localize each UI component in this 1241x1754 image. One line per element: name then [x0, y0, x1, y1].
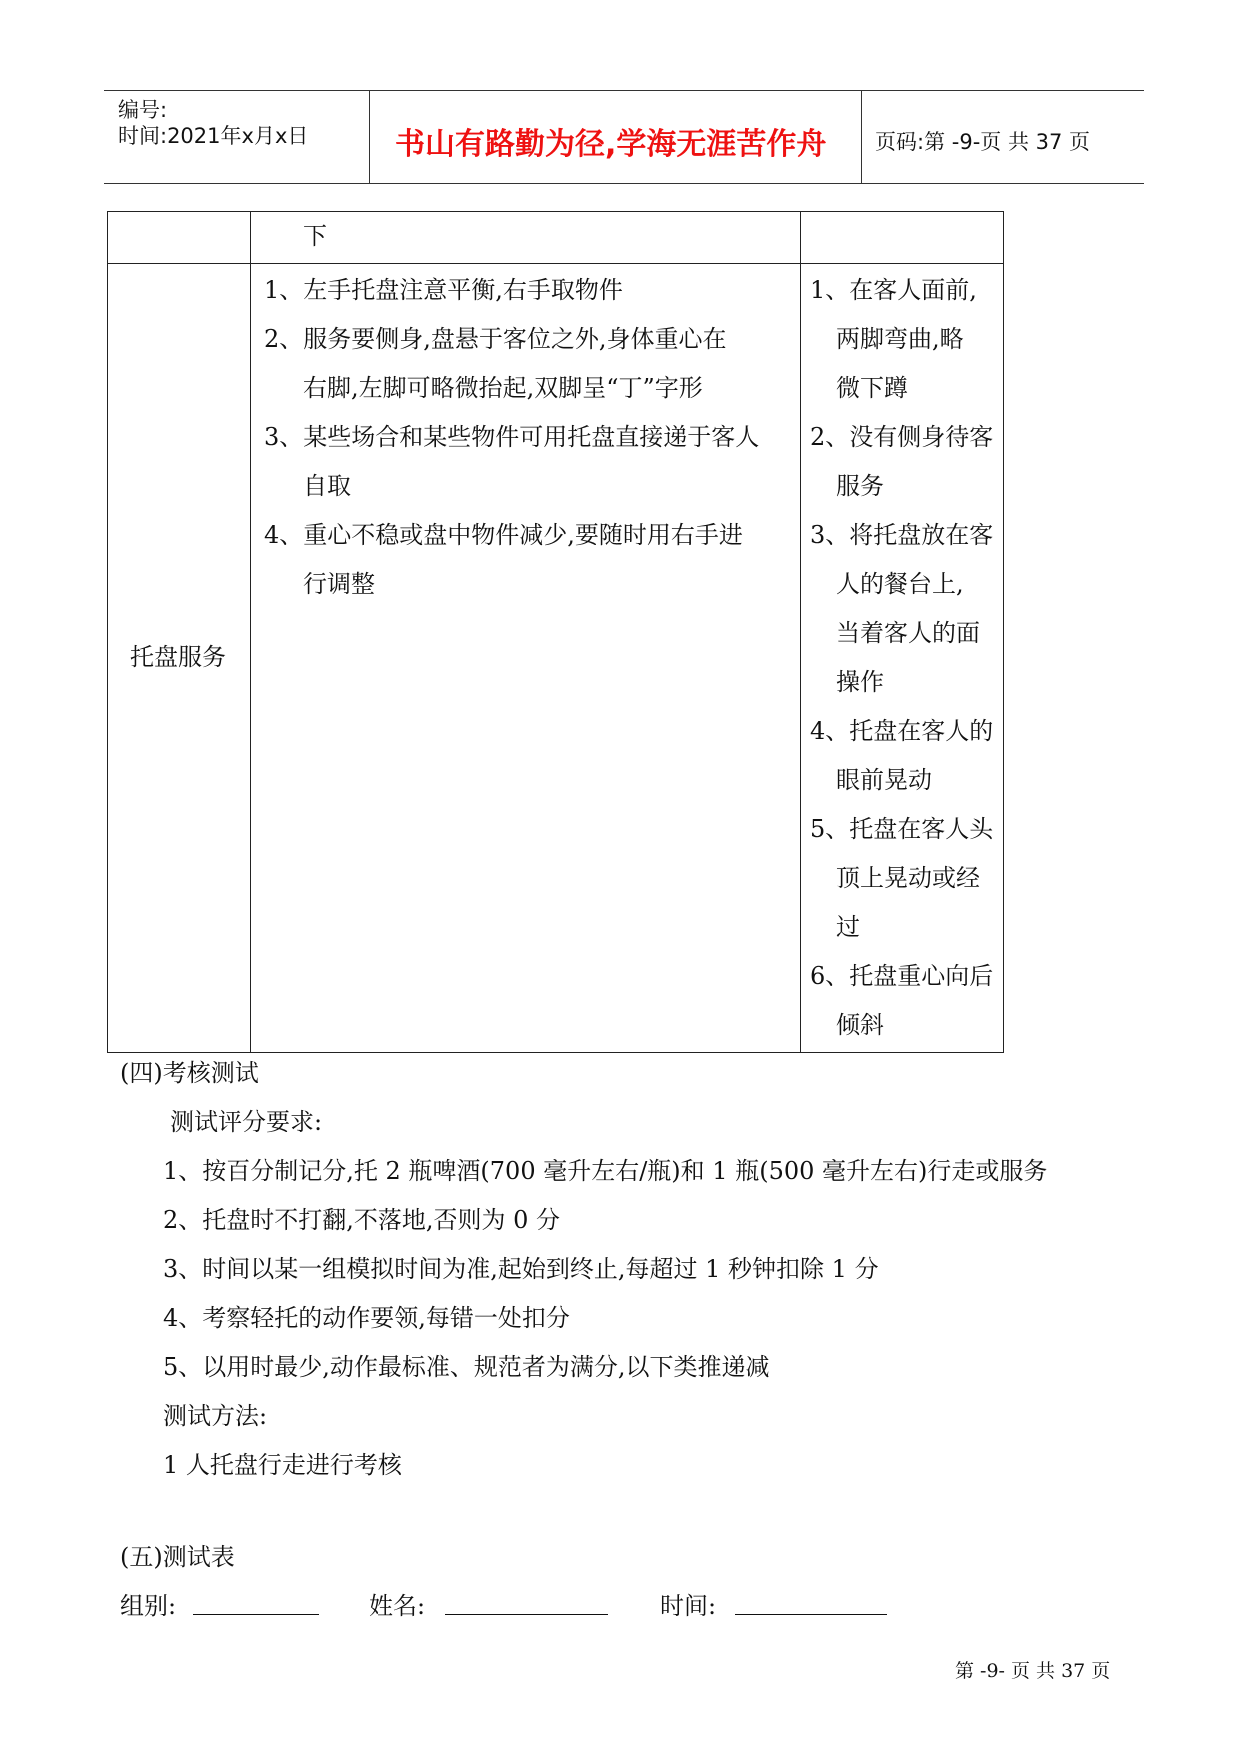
scoring-requirements-title: 测试评分要求:	[170, 1108, 323, 1136]
header-page-code: 页码:第 -9-页 共 37 页	[875, 130, 1091, 154]
mistake-line: 1、在客人面前,	[810, 276, 977, 304]
scoring-item-4: 4、考察轻托的动作要领,每错一处扣分	[163, 1304, 570, 1332]
name-label: 姓名:	[369, 1592, 426, 1620]
table-row2-mistakes-list	[810, 266, 993, 1050]
table-row-divider	[107, 263, 1004, 264]
mistake-line: 4、托盘在客人的	[810, 717, 994, 745]
table-row2-category: 托盘服务	[130, 643, 226, 671]
procedure-line: 右脚,左脚可略微抬起,双脚呈“丁”字形	[303, 374, 703, 402]
time-label: 时间:	[660, 1592, 717, 1620]
mistake-line: 操作	[836, 668, 884, 696]
group-label: 组别:	[120, 1592, 177, 1620]
mistake-line: 2、没有侧身待客	[810, 423, 994, 451]
mistake-line: 3、将托盘放在客	[810, 521, 994, 549]
procedure-line: 行调整	[303, 570, 375, 598]
footer-page-number: 第 -9- 页 共 37 页	[955, 1660, 1111, 1682]
scoring-item-3: 3、时间以某一组模拟时间为准,起始到终止,每超过 1 秒钟扣除 1 分	[163, 1255, 879, 1283]
group-blank-line[interactable]	[193, 1614, 319, 1615]
scoring-item-1: 1、按百分制记分,托 2 瓶啤酒(700 毫升左右/瓶)和 1 瓶(500 毫升左右)行走或服务	[163, 1157, 1048, 1185]
section4-title: (四)考核测试	[120, 1059, 259, 1087]
mistake-line: 眼前晃动	[836, 766, 932, 794]
header-divider-right	[861, 90, 862, 183]
table-col-divider-1	[250, 211, 251, 1053]
table-col-divider-2	[800, 211, 801, 1053]
mistake-line: 人的餐台上,	[836, 570, 964, 598]
mistake-line: 两脚弯曲,略	[836, 325, 964, 353]
name-blank-line[interactable]	[445, 1614, 608, 1615]
doc-time-label: 时间:2021年x月x日	[118, 124, 309, 148]
test-method-text: 1 人托盘行走进行考核	[163, 1451, 402, 1479]
mistake-line: 倾斜	[836, 1011, 884, 1039]
mistake-line: 5、托盘在客人头	[810, 815, 994, 843]
mistake-line: 微下蹲	[836, 374, 908, 402]
scoring-item-5: 5、以用时最少,动作最标准、规范者为满分,以下类推递减	[163, 1353, 770, 1381]
mistake-line: 服务	[836, 472, 884, 500]
mistake-line: 当着客人的面	[836, 619, 980, 647]
doc-number-label: 编号:	[118, 98, 168, 122]
procedure-line: 1、左手托盘注意平衡,右手取物件	[264, 276, 623, 304]
header-divider-left	[369, 90, 370, 183]
table-row1-col2: 下	[303, 222, 327, 250]
procedure-line: 3、某些场合和某些物件可用托盘直接递于客人	[264, 423, 760, 451]
header-motto: 书山有路勤为径,学海无涯苦作舟	[395, 127, 827, 162]
table-row2-procedure-list	[264, 266, 759, 609]
header-bottom-rule	[104, 183, 1144, 184]
procedure-line: 4、重心不稳或盘中物件减少,要随时用右手进	[264, 521, 743, 549]
section5-title: (五)测试表	[120, 1543, 235, 1571]
mistake-line: 顶上晃动或经	[836, 864, 980, 892]
mistake-line: 6、托盘重心向后	[810, 962, 994, 990]
time-blank-line[interactable]	[735, 1614, 887, 1615]
mistake-line: 过	[836, 913, 860, 941]
procedure-line: 2、服务要侧身,盘悬于客位之外,身体重心在	[264, 325, 727, 353]
test-method-title: 测试方法:	[163, 1402, 268, 1430]
scoring-item-2: 2、托盘时不打翻,不落地,否则为 0 分	[163, 1206, 561, 1234]
header-top-rule	[104, 90, 1144, 91]
procedure-line: 自取	[303, 472, 351, 500]
